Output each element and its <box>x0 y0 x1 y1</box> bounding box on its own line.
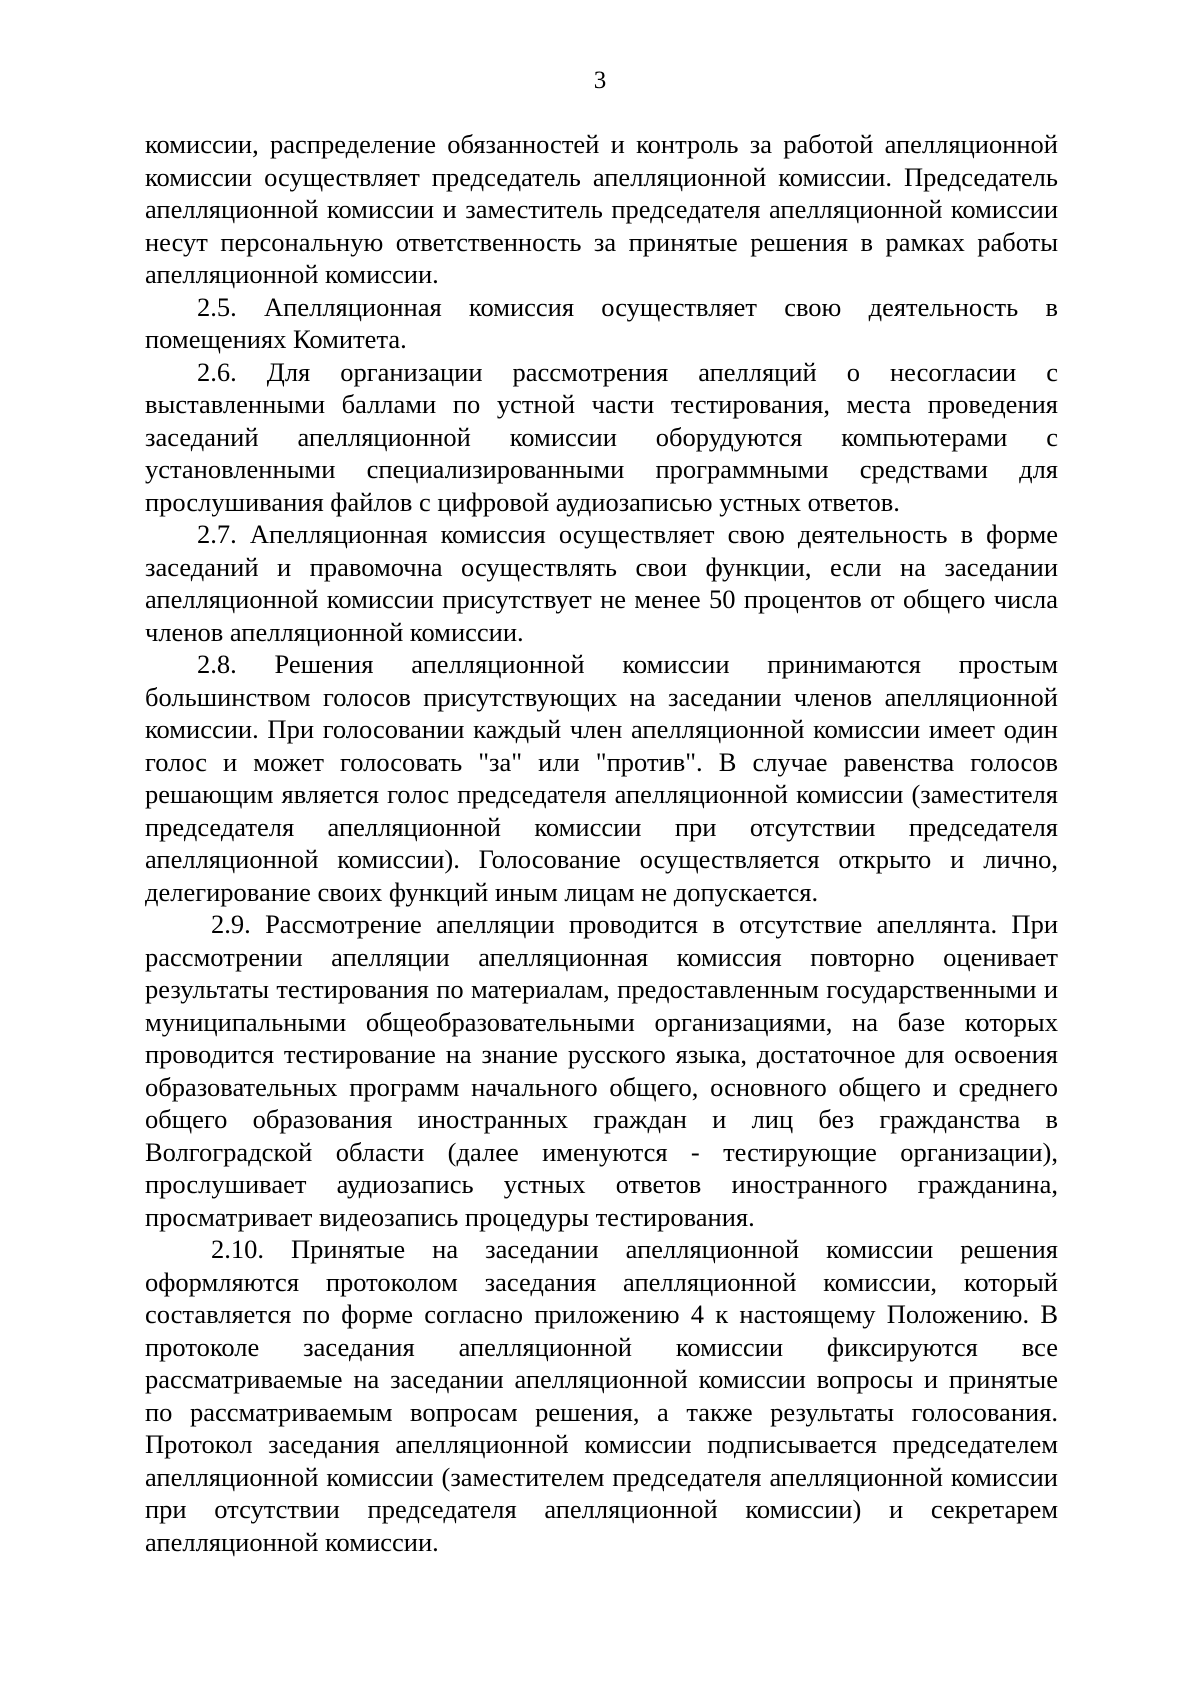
paragraph-2-9: 2.9. Рассмотрение апелляции проводится в отсутствие апеллянта. При рассмотрении апелляции апелляционная комиссия повторно оценивает результаты тестирования по материалам, предоставленным государственными и муниципальными общеобразовательными организациями, на базе которых проводится тестирование на знание русского языка, достаточное для освоения образовательных программ начального общего, основного общего и среднего общего образования иностранных граждан и лиц без гражданства в Волгоградской области (далее именуются - тестирующие организации), прослушивает аудиозапись устных ответов иностранного гражданина, просматривает видеозапись процедуры тестирования. <box>145 909 1058 1232</box>
paragraph-2-10: 2.10. Принятые на заседании апелляционной комиссии решения оформляются протоколом заседания апелляционной комиссии, который составляется по форме согласно приложению 4 к настоящему Положению. В протоколе заседания апелляционной комиссии фиксируются все рассматриваемые на заседании апелляционной комиссии вопросы и принятые по рассматриваемым вопросам решения, а также результаты голосования. Протокол заседания апелляционной комиссии подписывается председателем апелляционной комиссии (заместителем председателя апелляционной комиссии при отсутствии председателя апелляционной комиссии) и секретарем апелляционной комиссии. <box>145 1234 1058 1557</box>
paragraph-2-8: 2.8. Решения апелляционной комиссии принимаются простым большинством голосов присутствующих на заседании членов апелляционной комиссии. При голосовании каждый член апелляционной комиссии имеет один голос и может голосовать "за" или "против". В случае равенства голосов решающим является голос председателя апелляционной комиссии (заместителя председателя апелляционной комиссии при отсутствии председателя апелляционной комиссии). Голосование осуществляется открыто и лично, делегирование своих функций иным лицам не допускается. <box>145 649 1058 907</box>
paragraph-continuation: комиссии, распределение обязанностей и контроль за работой апелляционной комиссии осуществляет председатель апелляционной комиссии. Председатель апелляционной комиссии и заместитель председателя апелляционной комиссии несут персональную ответственность за принятые решения в рамках работы апелляционной комиссии. <box>145 129 1058 289</box>
document-body <box>145 128 1058 1558</box>
paragraph-2-7: 2.7. Апелляционная комиссия осуществляет свою деятельность в форме заседаний и правомочна осуществлять свои функции, если на заседании апелляционной комиссии присутствует не менее 50 процентов от общего числа членов апелляционной комиссии. <box>145 519 1058 647</box>
paragraph-2-6: 2.6. Для организации рассмотрения апелляций о несогласии с выставленными баллами по устной части тестирования, места проведения заседаний апелляционной комиссии оборудуются компьютерами с установленными специализированными программными средствами для прослушивания файлов с цифровой аудиозаписью устных ответов. <box>145 356 1058 517</box>
page-number: 3 <box>593 67 607 94</box>
paragraph-2-5: 2.5. Апелляционная комиссия осуществляет свою деятельность в помещениях Комитета. <box>145 291 1058 354</box>
